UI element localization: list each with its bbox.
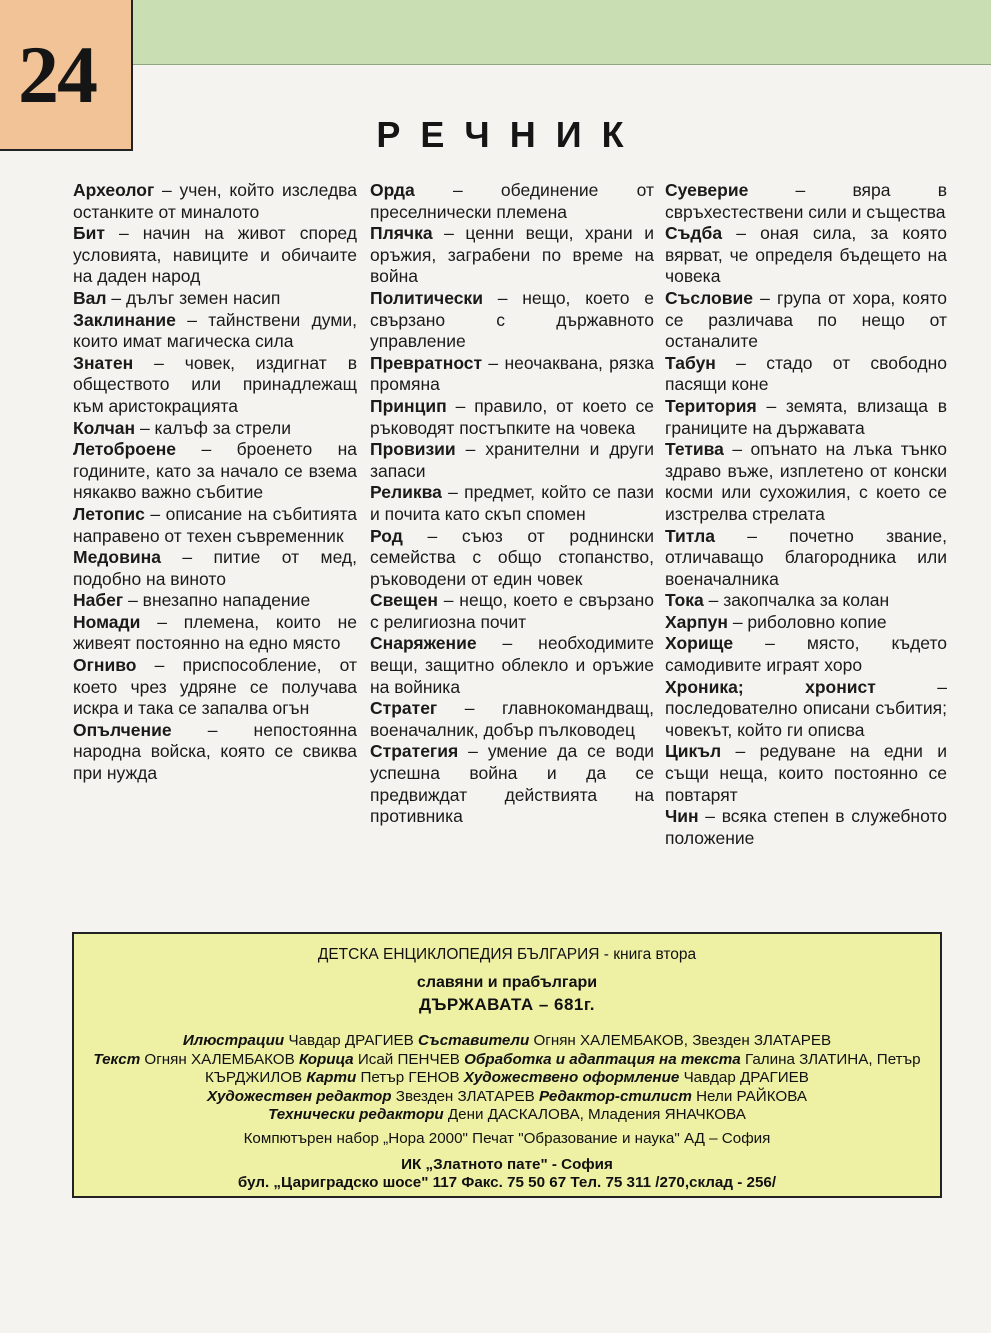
glossary-entry [370, 180, 654, 223]
glossary-definition: – риболовно копие [727, 611, 887, 632]
glossary-definition: – последователно описани събития; човекът, който ги описва [665, 676, 947, 740]
credit-value: Чавдар ДРАГИЕВ [284, 1032, 419, 1049]
credit-value: Дени ДАСКАЛОВА, Младения ЯНАЧКОВА [443, 1106, 746, 1123]
credit-value: Огнян ХАЛЕМБАКОВ, Звезден ЗЛАТАРЕВ [529, 1032, 832, 1049]
glossary-term: Принцип [370, 395, 447, 416]
glossary-definition: – неочаквана, рязка промяна [370, 352, 654, 395]
glossary-term: Медовина [73, 547, 161, 568]
glossary-term: Харпун [665, 611, 728, 632]
glossary-term: Стратегия [370, 741, 459, 762]
glossary-entry [370, 482, 654, 525]
glossary-entry [73, 310, 357, 353]
credit-value: Исай ПЕНЧЕВ [353, 1050, 465, 1068]
credit-value: Нели РАЙКОВА [691, 1087, 807, 1105]
glossary-term: Орда [370, 180, 415, 200]
glossary-entry [73, 720, 357, 785]
glossary-definition: – място, където самодивите играят хоро [665, 633, 947, 676]
glossary-term: Хорище [665, 633, 734, 654]
glossary-term: Знатен [73, 352, 134, 373]
glossary-definition: – калъф за стрели [135, 417, 291, 438]
glossary-definition: – съюз от роднински семейства с общо стопанство, ръководени от един човек [370, 525, 654, 589]
glossary-definition: – броенето на годините, като за начало се взема някакво важно събитие [73, 439, 357, 503]
credit-label: Обработка и адаптация на текста [464, 1050, 741, 1068]
colophon-typeset: Компютърен набор „Нора 2000" Печат "Образование и наука" АД – София [243, 1130, 771, 1147]
glossary-term: Свещен [370, 590, 438, 611]
page-number: 24 [18, 29, 96, 120]
credit-label: Редактор-стилист [538, 1087, 692, 1105]
glossary-definition: – редуване на едни и същи неща, които постоянно се повтарят [665, 741, 947, 805]
glossary-entry [665, 396, 947, 439]
glossary-entry [370, 353, 654, 396]
glossary-term: Табун [665, 352, 716, 373]
glossary-definition: – ценни вещи, храни и оръжия, заграбени по време на война [370, 223, 654, 287]
glossary-entry [370, 590, 654, 633]
glossary-term: Титла [665, 525, 715, 546]
glossary-entry [665, 353, 947, 396]
glossary-term: Колчан [73, 417, 136, 438]
glossary-term: Реликва [370, 482, 442, 503]
glossary-definition: – главнокомандващ, военачалник, добър пълководец [370, 698, 654, 740]
glossary-term: Номади [73, 611, 141, 632]
glossary-term: Тетива [665, 439, 724, 460]
glossary-term: Стратег [370, 698, 438, 719]
colophon-credits [80, 1032, 934, 1125]
glossary-definition: – всяка степен в служебното положение [665, 806, 947, 848]
glossary-entry [370, 698, 654, 741]
glossary-definition: – хранителни и други запаси [370, 439, 654, 481]
credit-label: Технически редактори [268, 1106, 444, 1123]
glossary-entry [370, 396, 654, 439]
glossary-term: Хроника; хронист [665, 676, 876, 697]
credit-label: Съставители [418, 1032, 530, 1049]
glossary-entry [665, 806, 947, 849]
glossary-term: Територия [665, 395, 757, 416]
glossary-definition: – нещо, което е свързано с религиозна почит [370, 590, 654, 632]
glossary-term: Род [370, 525, 403, 546]
glossary-term: Политически [370, 287, 483, 308]
glossary-definition: – дълъг земен насип [106, 287, 281, 308]
glossary-entry [73, 590, 357, 612]
credit-label: Художествено оформление [463, 1069, 680, 1086]
glossary-column-3 [665, 180, 947, 849]
glossary-term: Суеверие [665, 180, 749, 200]
glossary-entry [73, 655, 357, 720]
glossary-column-2 [370, 180, 654, 828]
top-color-band [0, 0, 991, 65]
glossary-term: Вал [73, 287, 107, 308]
glossary-definition: – внезапно нападение [123, 590, 311, 611]
glossary-entry [73, 547, 357, 590]
glossary-entry [73, 612, 357, 655]
credit-label: Художествен редактор [207, 1087, 392, 1105]
colophon-series: ДЕТСКА ЕНЦИКЛОПЕДИЯ БЪЛГАРИЯ - книга втора [317, 946, 697, 963]
glossary-entry [73, 418, 357, 440]
glossary-entry [665, 439, 947, 525]
glossary-definition: – тайнствени думи, които имат магическа сила [73, 309, 357, 352]
glossary-entry [665, 223, 947, 288]
glossary-term: Провизии [370, 439, 456, 460]
credit-value: Звезден ЗЛАТАРЕВ [391, 1087, 539, 1105]
glossary-definition: – племена, които не живеят постоянно на едно място [73, 611, 357, 654]
glossary-definition: – учен, който изследва останките от миналото [73, 180, 357, 222]
glossary-term: Снаряжение [370, 633, 477, 654]
glossary-entry [665, 526, 947, 591]
glossary-entry [665, 677, 947, 742]
colophon-publisher: ИК „Златното пате" - София [401, 1156, 613, 1173]
glossary-entry [73, 353, 357, 418]
glossary-definition: – човек, издигнат в обществото или принадлежащ към аристокрацията [73, 352, 357, 416]
glossary-term: Цикъл [665, 741, 722, 762]
glossary-term: Превратност [370, 352, 483, 373]
colophon-box [72, 932, 942, 1198]
glossary-definition: – питие от мед, подобно на виното [73, 547, 357, 589]
glossary-definition: – вяра в свръхестествени сили и същества [665, 180, 947, 222]
glossary-entry [665, 612, 947, 634]
glossary-definition: – предмет, който се пази и почита като скъп спомен [370, 482, 654, 524]
glossary-term: Заклинание [73, 309, 176, 330]
credit-value: Огнян ХАЛЕМБАКОВ [140, 1050, 299, 1068]
glossary-definition: – опънато на лъка тънко здраво въже, изплетено от конски косми или сухожилия, с което се изстрелва стрелата [665, 439, 947, 524]
glossary-entry [665, 590, 947, 612]
glossary-definition: – умение да се води успешна война и да се предвиждат действията на противника [370, 741, 654, 827]
glossary-entry [370, 741, 654, 827]
glossary-definition: – начин на живот според условията, навиците и обичаите на даден народ [73, 223, 357, 287]
glossary-definition: – обединение от преселнически племена [370, 180, 654, 222]
glossary-entry [73, 180, 357, 223]
glossary-entry [73, 504, 357, 547]
glossary-term: Летоброене [73, 439, 177, 460]
glossary-entry [73, 223, 357, 288]
glossary-term: Набег [73, 590, 124, 611]
glossary-definition: – приспособление, от което чрез удряне се получава искра и така се запалва огън [73, 655, 357, 719]
glossary-entry [370, 223, 654, 288]
colophon-subtitle: славяни и прабългари [416, 974, 598, 991]
glossary-term: Огниво [73, 655, 137, 676]
credit-value: Галина ЗЛАТИНА, Петър КЪРДЖИЛОВ [205, 1050, 921, 1086]
glossary-term: Чин [665, 806, 699, 827]
glossary-term: Летопис [73, 503, 145, 524]
glossary-definition: – земята, влизаща в границите на държавата [665, 395, 947, 438]
glossary-term: Съдба [665, 223, 723, 244]
glossary-entry [665, 180, 947, 223]
glossary-entry [73, 439, 357, 504]
credit-label: Корица [298, 1050, 354, 1068]
glossary-term: Плячка [370, 223, 433, 244]
credit-value: Петър ГЕНОВ [356, 1069, 464, 1086]
colophon-address: бул. „Цариградско шосе" 117 Факс. 75 50 67 Тел. 75 311 /270,склад - 256/ [237, 1174, 777, 1191]
glossary-definition: – необходимите вещи, защитно облекло и оръжие на войника [370, 633, 654, 697]
glossary-term: Археолог [73, 180, 155, 200]
glossary-definition: – непостоянна народна войска, която се свиква при нужда [73, 719, 357, 784]
glossary-definition: – оная сила, за която вярват, че определя бъдещето на човека [665, 223, 947, 287]
credit-label: Текст [93, 1050, 141, 1068]
colophon-title: ДЪРЖАВАТА – 681г. [419, 995, 595, 1014]
glossary-column-1 [73, 180, 357, 785]
credit-value: Чавдар ДРАГИЕВ [679, 1069, 809, 1086]
glossary-definition: – група от хора, която се различава по нещо от останалите [665, 287, 947, 352]
glossary-definition: – почетно звание, отличаващо благородника или военачалника [665, 525, 947, 589]
page-title: РЕЧНИК [376, 114, 644, 155]
glossary-entry [665, 288, 947, 353]
glossary-entry [370, 439, 654, 482]
glossary-term: Бит [73, 223, 105, 244]
glossary-term: Опълчение [73, 719, 172, 740]
glossary-entry [370, 526, 654, 591]
glossary-definition: – правило, от което се ръководят постъпките на човека [370, 395, 654, 438]
glossary-entry [370, 288, 654, 353]
glossary-term: Съсловие [665, 287, 753, 308]
glossary-term: Тока [665, 590, 704, 611]
credit-label: Карти [306, 1069, 357, 1086]
glossary-definition: – нещо, което е свързано с държавното управление [370, 287, 654, 352]
glossary-definition: – закопчалка за колан [703, 590, 890, 611]
glossary-entry [370, 633, 654, 698]
glossary-definition: – описание на събитията направено от техен съвременник [73, 503, 357, 546]
glossary-entry [665, 741, 947, 806]
glossary-definition: – стадо от свободно пасящи коне [665, 352, 947, 395]
glossary-entry [73, 288, 357, 310]
page-number-badge [0, 0, 133, 151]
credit-label: Илюстрации [182, 1032, 285, 1049]
glossary-entry [665, 633, 947, 676]
